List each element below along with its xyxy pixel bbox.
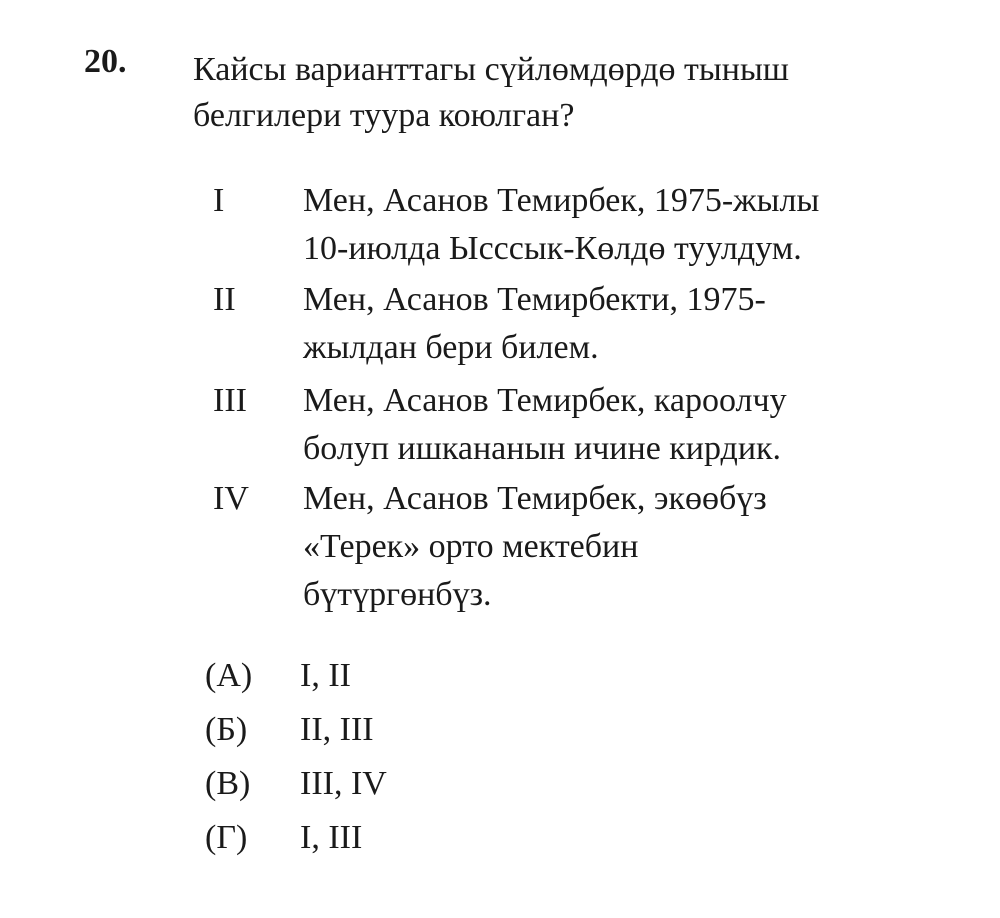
statement-line: Мен, Асанов Темирбек, кароолчу	[303, 382, 787, 419]
option-a-label: (А)	[205, 657, 253, 694]
statement-line: жылдан бери билем.	[303, 329, 599, 366]
statement-numeral-i: I	[213, 182, 225, 219]
question-text	[193, 47, 953, 139]
option-v-value: III, IV	[300, 765, 387, 802]
statement-line: «Терек» орто мектебин	[303, 528, 639, 565]
statement-line: бүтүргөнбүз.	[303, 576, 492, 613]
statement-text-iv	[303, 475, 983, 619]
statement-numeral-ii: II	[213, 281, 236, 318]
statement-line: 10-июлда Ысссык-Көлдө туулдум.	[303, 230, 802, 267]
question-line: Кайсы варианттагы сүйлөмдөрдө тыныш	[193, 51, 789, 88]
option-g-value: I, III	[300, 819, 363, 856]
question-number: 20.	[84, 43, 127, 80]
option-g-label: (Г)	[205, 819, 248, 856]
option-b-value: II, III	[300, 711, 374, 748]
question-line: белгилери туура коюлган?	[193, 97, 575, 134]
statement-line: болуп ишкананын ичине кирдик.	[303, 430, 782, 467]
statement-numeral-iii: III	[213, 382, 247, 419]
statement-line: Мен, Асанов Темирбек, 1975-жылы	[303, 182, 820, 219]
statement-line: Мен, Асанов Темирбек, экөөбүз	[303, 480, 767, 517]
statement-text-iii	[303, 377, 983, 473]
statement-text-ii	[303, 276, 983, 372]
option-a-value: I, II	[300, 657, 351, 694]
option-b-label: (Б)	[205, 711, 248, 748]
statement-line: Мен, Асанов Темирбекти, 1975-	[303, 281, 766, 318]
option-v-label: (В)	[205, 765, 251, 802]
statement-text-i	[303, 177, 983, 273]
statement-numeral-iv: IV	[213, 480, 249, 517]
